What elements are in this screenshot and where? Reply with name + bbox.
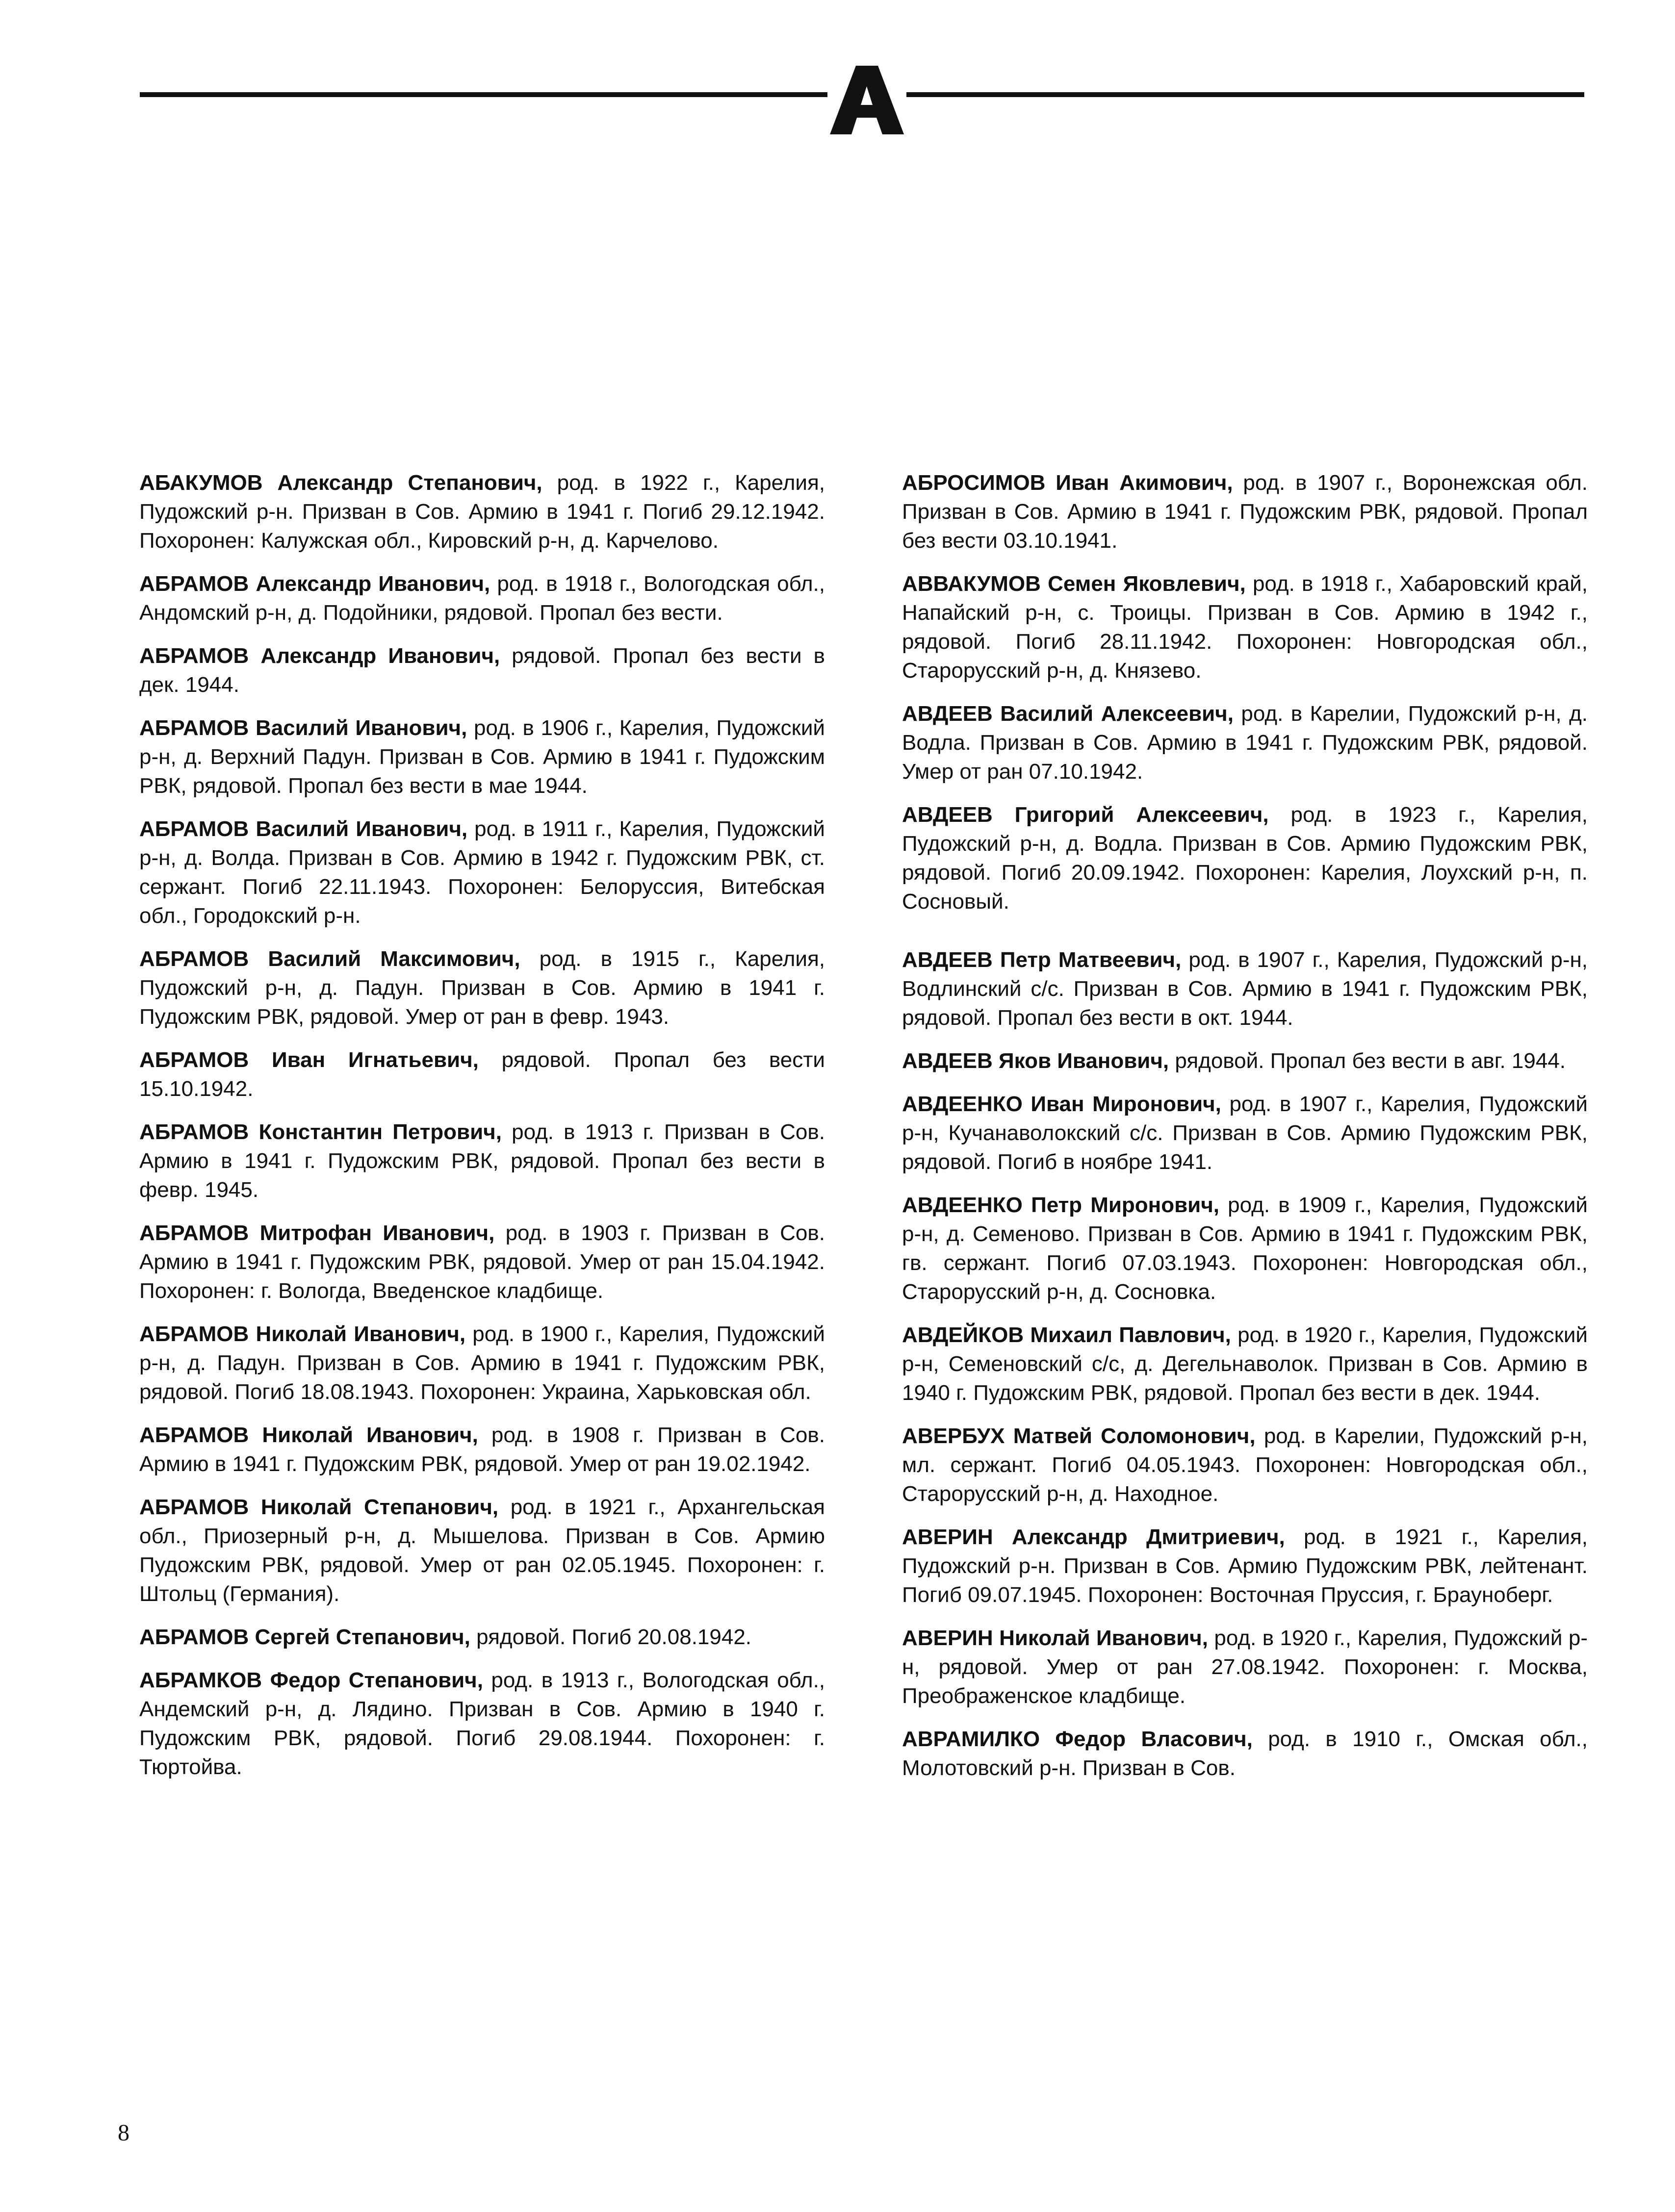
entry-text: род. в 1921 г., Карелия, Пудожский р-н. Призван в Сов. Армию Пудожским РВК, лейтенант. Погиб 09.07.1945. Похоронен: Восточная Пруссия, г. Брауноберг. <box>902 1525 1588 1607</box>
entry <box>902 1523 1588 1609</box>
header-rule-left <box>140 92 827 97</box>
entry <box>139 713 825 800</box>
entry-name: АВДЕЕВ Григорий Алексеевич, <box>902 803 1269 827</box>
entry-text: род. в 1918 г., Вологодская обл., Андомский р-н, д. Подойники, рядовой. Пропал без вести. <box>139 572 825 625</box>
entry-text: род. в 1907 г., Карелия, Пудожский р-н, Кучанаволокский с/с. Призван в Сов. Армию Пудожским РВК, рядовой. Погиб в ноябре 1941. <box>902 1092 1588 1174</box>
entry-name: АВДЕЙКОВ Михаил Павлович, <box>902 1323 1231 1347</box>
entry-text: род. в 1907 г., Карелия, Пудожский р-н, Водлинский с/с. Призван в Сов. Армию в 1941 г. Пудожским РВК, рядовой. Пропал без вести в окт. 1944. <box>902 948 1588 1030</box>
entry-name: АВЕРИН Александр Дмитриевич, <box>902 1525 1285 1549</box>
entry <box>902 468 1588 555</box>
entry-text: рядовой. Погиб 20.08.1942. <box>470 1625 752 1649</box>
entry-name: АБРАМОВ Василий Максимович, <box>139 947 520 971</box>
entry <box>139 569 825 627</box>
entry-text: род. в 1900 г., Карелия, Пудожский р-н, д. Падун. Призван в Сов. Армию в 1941 г. Пудожским РВК, рядовой. Погиб 18.08.1943. Похоронен: Украина, Харьковская обл. <box>139 1322 825 1404</box>
entry-name: АБРАМОВ Василий Иванович, <box>139 716 467 740</box>
entry-name: АВДЕЕВ Василий Алексеевич, <box>902 702 1234 726</box>
entry <box>139 1493 825 1608</box>
entry <box>902 1046 1588 1075</box>
entry-text: рядовой. Пропал без вести в авг. 1944. <box>1169 1049 1566 1073</box>
entry-text: род. в 1922 г., Карелия, Пудожский р-н. Призван в Сов. Армию в 1941 г. Погиб 29.12.1942. Похоронен: Калужская обл., Кировский р-н, д. Карчелово. <box>139 471 825 553</box>
entry-text: род. в 1923 г., Карелия, Пудожский р-н, д. Водла. Призван в Сов. Армию Пудожским РВК, рядовой. Погиб 20.09.1942. Похоронен: Карелия, Лоухский р-н, п. Сосновый. <box>902 803 1588 914</box>
entry <box>139 1045 825 1103</box>
entry-name: АБРАМОВ Николай Иванович, <box>139 1423 478 1447</box>
entry-name: АВДЕЕВ Петр Матвеевич, <box>902 948 1182 972</box>
entry-name: АВВАКУМОВ Семен Яковлевич, <box>902 572 1246 596</box>
entry <box>902 1725 1588 1782</box>
entry-name: АБРАМОВ Николай Иванович, <box>139 1322 466 1346</box>
entry <box>139 1118 825 1204</box>
entry <box>139 641 825 699</box>
entry-text: род. в 1913 г., Вологодская обл., Андемский р-н, д. Лядино. Призван в Сов. Армию в 1940 г. Пудожским РВК, рядовой. Погиб 29.08.1944. Похоронен: г. Тюртойва. <box>139 1668 825 1779</box>
entries-column-left <box>139 468 825 1796</box>
entry <box>139 814 825 930</box>
entry-text: род. в Карелии, Пудожский р-н, мл. сержант. Погиб 04.05.1943. Похоронен: Новгородская обл., Старорусский р-н, д. Находное. <box>902 1424 1588 1506</box>
entry <box>139 1320 825 1406</box>
entry-name: АВЕРБУХ Матвей Соломонович, <box>902 1424 1256 1448</box>
entry-name: АВРАМИЛКО Федор Власович, <box>902 1727 1253 1751</box>
entry-text: род. в 1907 г., Воронежская обл. Призван в Сов. Армию в 1941 г. Пудожским РВК, рядовой. Пропал без вести 03.10.1941. <box>902 471 1588 553</box>
entry <box>139 944 825 1031</box>
entry <box>902 1422 1588 1508</box>
entry-text: род. в 1913 г. Призван в Сов. Армию в 1941 г. Пудожским РВК, рядовой. Пропал без вести в февр. 1945. <box>139 1120 825 1202</box>
entry <box>902 569 1588 685</box>
entry-name: АБРАМОВ Иван Игнатьевич, <box>139 1048 479 1072</box>
entry <box>902 1191 1588 1306</box>
entry-text: рядовой. Пропал без вести 15.10.1942. <box>139 1048 825 1101</box>
entry-name: АВДЕЕНКО Иван Миронович, <box>902 1092 1221 1116</box>
entry-text: род. в 1921 г., Архангельская обл., Приозерный р-н, д. Мышелова. Призван в Сов. Армию Пудожским РВК, рядовой. Умер от ран 02.05.1945. Похоронен: г. Штольц (Германия). <box>139 1495 825 1606</box>
entry-name: АБРАМОВ Николай Степанович, <box>139 1495 499 1519</box>
entry-name: АБРОСИМОВ Иван Акимович, <box>902 471 1233 495</box>
entry-text: род. в 1906 г., Карелия, Пудожский р-н, д. Верхний Падун. Призван в Сов. Армию в 1941 г. Пудожским РВК, рядовой. Пропал без вести в мае 1944. <box>139 716 825 798</box>
entry-text: род. в 1909 г., Карелия, Пудожский р-н, д. Семеново. Призван в Сов. Армию в 1941 г. Пудожским РВК, гв. сержант. Погиб 07.03.1943. Похоронен: Новгородская обл., Старорусский р-н, д. Сосновка. <box>902 1193 1588 1304</box>
entry-text: род. в 1910 г., Омская обл., Молотовский р-н. Призван в Сов. <box>902 1727 1588 1780</box>
entry-text: род. в 1903 г. Призван в Сов. Армию в 1941 г. Пудожским РВК, рядовой. Умер от ран 15.04.1942. Похоронен: г. Вологда, Введенское кладбище. <box>139 1221 825 1303</box>
entry <box>902 1090 1588 1176</box>
section-letter-a-icon <box>827 63 906 135</box>
entry-name: АБРАМОВ Василий Иванович, <box>139 817 468 841</box>
entry <box>139 1623 825 1652</box>
entry-text: род. в 1920 г., Карелия, Пудожский р-н, Семеновский с/с, д. Дегельнаволок. Призван в Сов. Армию в 1940 г. Пудожским РВК, рядовой. Пропал без вести в дек. 1944. <box>902 1323 1588 1405</box>
entry-text: род. в 1911 г., Карелия, Пудожский р-н, д. Волда. Призван в Сов. Армию в 1942 г. Пудожским РВК, ст. сержант. Погиб 22.11.1943. Похоронен: Белоруссия, Витебская обл., Городокский р-н. <box>139 817 825 928</box>
entry-name: АБРАМОВ Сергей Степанович, <box>139 1625 470 1649</box>
entry-text: рядовой. Пропал без вести в дек. 1944. <box>139 644 825 697</box>
entry <box>902 1624 1588 1710</box>
entry-text: род. в 1915 г., Карелия, Пудожский р-н, д. Падун. Призван в Сов. Армию в 1941 г. Пудожским РВК, рядовой. Умер от ран в февр. 1943. <box>139 947 825 1029</box>
header-rule-right <box>906 92 1584 97</box>
entry-name: АБРАМОВ Александр Иванович, <box>139 572 490 596</box>
entries-column-right <box>902 468 1588 1797</box>
entry <box>902 945 1588 1032</box>
entry-text: род. в 1908 г. Призван в Сов. Армию в 1941 г. Пудожским РВК, рядовой. Умер от ран 19.02.1942. <box>139 1423 825 1476</box>
entry <box>902 1321 1588 1407</box>
entry-text: род. в Карелии, Пудожский р-н, д. Водла. Призван в Сов. Армию в 1941 г. Пудожским РВК, рядовой. Умер от ран 07.10.1942. <box>902 702 1588 784</box>
entry-name: АБРАМКОВ Федор Степанович, <box>139 1668 483 1692</box>
entry-name: АБАКУМОВ Александр Степанович, <box>139 471 542 495</box>
page-number: 8 <box>118 2120 129 2146</box>
entry-text: род. в 1918 г., Хабаровский край, Напайский р-н, с. Троицы. Призван в Сов. Армию в 1942 г., рядовой. Погиб 28.11.1942. Похоронен: Новгородская обл., Старорусский р-н, д. Князево. <box>902 572 1588 683</box>
entry <box>139 1219 825 1305</box>
entry-name: АБРАМОВ Александр Иванович, <box>139 644 500 668</box>
entry <box>139 1421 825 1478</box>
entry <box>139 1666 825 1781</box>
entry-name: АБРАМОВ Митрофан Иванович, <box>139 1221 495 1245</box>
entry <box>902 800 1588 916</box>
entry-name: АВДЕЕНКО Петр Миронович, <box>902 1193 1219 1217</box>
entry <box>902 699 1588 786</box>
entry-name: АВЕРИН Николай Иванович, <box>902 1626 1208 1650</box>
entry-name: АБРАМОВ Константин Петрович, <box>139 1120 502 1144</box>
entry <box>139 468 825 555</box>
entry-text: род. в 1920 г., Карелия, Пудожский р-н, рядовой. Умер от ран 27.08.1942. Похоронен: г. Москва, Преображенское кладбище. <box>902 1626 1588 1708</box>
entry-name: АВДЕЕВ Яков Иванович, <box>902 1049 1169 1073</box>
